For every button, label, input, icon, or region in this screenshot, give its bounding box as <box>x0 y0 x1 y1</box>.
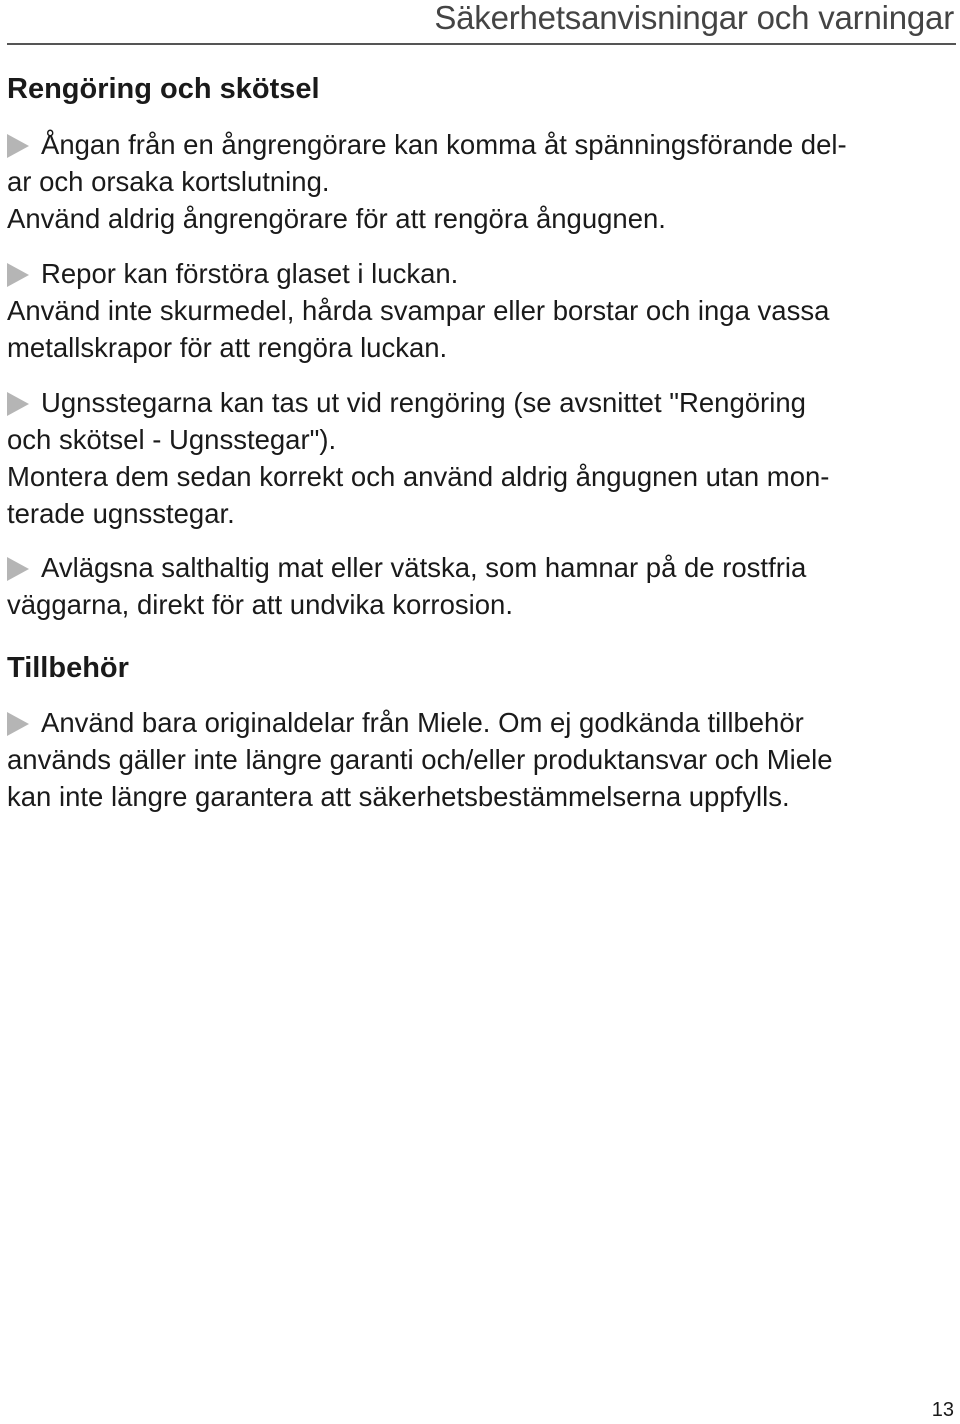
paragraph-line: Montera dem sedan korrekt och använd aldrig ångugnen utan mon- <box>7 461 830 492</box>
paragraph-line: metallskrapor för att rengöra luckan. <box>7 332 448 363</box>
paragraph-line: används gäller inte längre garanti och/eller produktansvar och Miele <box>7 744 833 775</box>
triangle-right-arrow-icon <box>7 557 29 581</box>
paragraph-line: kan inte längre garantera att säkerhetsbestämmelserna uppfylls. <box>7 781 790 812</box>
paragraph-line: Repor kan förstöra glaset i luckan. <box>7 255 953 292</box>
paragraph-line: terade ugnsstegar. <box>7 498 235 529</box>
paragraph-line: Använd inte skurmedel, hårda svampar eller borstar och inga vassa <box>7 295 830 326</box>
header-divider <box>7 43 956 45</box>
page-header-title: Säkerhetsanvisningar och varningar <box>434 0 954 36</box>
paragraph-line: Avlägsna salthaltig mat eller vätska, som hamnar på de rostfria <box>7 549 953 586</box>
paragraph-steam-cleaner <box>7 126 953 237</box>
paragraph-line: ar och orsaka kortslutning. <box>7 166 330 197</box>
paragraph-original-parts <box>7 704 953 815</box>
triangle-right-arrow-icon <box>7 392 29 416</box>
triangle-right-arrow-icon <box>7 712 29 736</box>
page-number: 13 <box>931 1399 954 1421</box>
paragraph-door-glass <box>7 255 953 366</box>
section-heading-cleaning: Rengöring och skötsel <box>7 73 320 105</box>
paragraph-oven-racks <box>7 384 953 532</box>
paragraph-line: Ugnsstegarna kan tas ut vid rengöring (se avsnittet "Rengöring <box>7 384 953 421</box>
paragraph-line: Ångan från en ångrengörare kan komma åt spänningsförande del- <box>7 126 953 163</box>
paragraph-line: Använd bara originaldelar från Miele. Om ej godkända tillbehör <box>7 704 953 741</box>
paragraph-line: väggarna, direkt för att undvika korrosion. <box>7 589 513 620</box>
triangle-right-arrow-icon <box>7 263 29 287</box>
paragraph-line: Använd aldrig ångrengörare för att rengöra ångugnen. <box>7 203 666 234</box>
paragraph-corrosion <box>7 549 953 623</box>
triangle-right-arrow-icon <box>7 134 29 158</box>
section-heading-accessories: Tillbehör <box>7 652 129 684</box>
paragraph-line: och skötsel - Ugnsstegar"). <box>7 424 337 455</box>
